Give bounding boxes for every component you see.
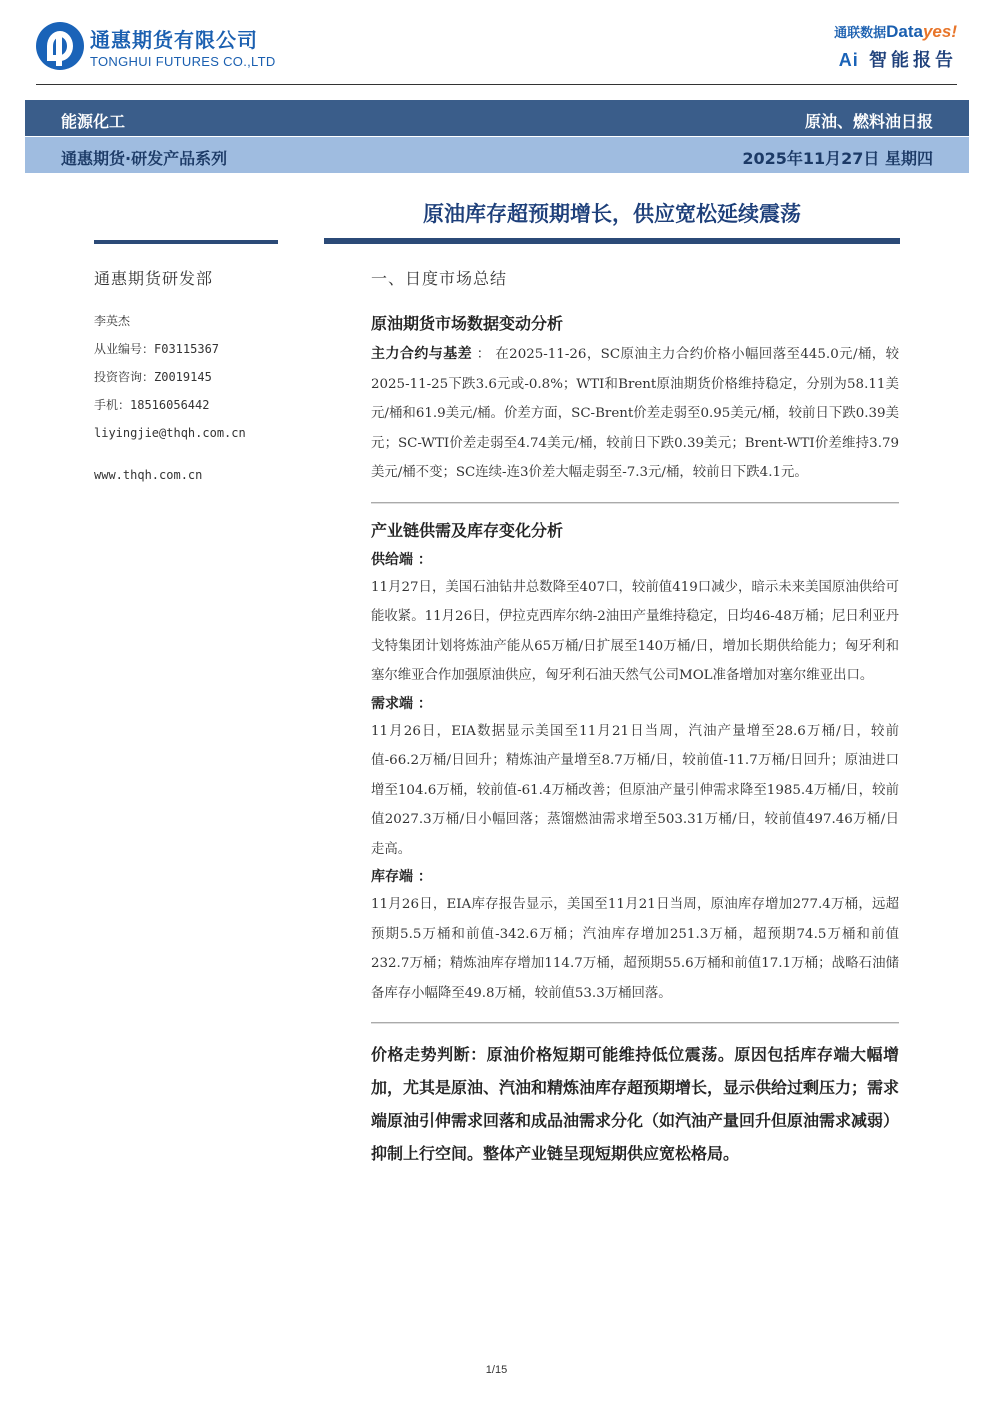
contract-text: ： 在2025-11-26，SC原油主力合约价格小幅回落至445.0元/桶，较2025-11-25下跌3.6元或-0.8%；WTI和Brent原油期货价格维持稳定，分别为58.11美元/桶和61.9美元/桶。价差方面，SC-Brent价差走弱至0.95美元/桶，较前日下跌0.39美元；SC-WTI价差走弱至4.74美元/桶，较前日下跌0.39美元；Brent-WTI价差维持3.79美元/桶不变；SC连续-连3价差大幅走弱至-7.3元/桶，较前日下跌4.1元。 <box>371 347 900 480</box>
section-divider <box>371 1022 899 1024</box>
brand-ai: Ai <box>838 50 859 70</box>
sidebar-title-rule <box>94 240 278 244</box>
brand-datayes <box>834 22 957 42</box>
analyst-sidebar <box>94 266 294 495</box>
brand-ai-report <box>834 46 957 72</box>
company-logo <box>36 22 276 70</box>
company-logo-icon <box>36 22 84 70</box>
company-name-en: TONGHUI FUTURES CO.,LTD <box>90 53 276 69</box>
report-content <box>371 266 899 1170</box>
price-judgement: 价格走势判断：原油价格短期可能维持低位震荡。原因包括库存端大幅增加，尤其是原油、汽油和精炼油库存超预期增长，显示供给过剩压力；需求端原油引伸需求回落和成品油需求分化（如汽油产量回升但原油需求减弱）抑制上行空间。整体产业链呈现短期供应宽松格局。 <box>371 1045 900 1163</box>
sector-label: 能源化工 <box>61 112 126 131</box>
contract-label: 主力合约与基差 <box>371 346 473 362</box>
contract-paragraph <box>371 340 899 488</box>
supply-label: 供给端 ： <box>371 551 432 568</box>
report-type-label: 原油、燃料油日报 <box>804 112 933 131</box>
report-date: 2025年11月27日 星期四 <box>742 149 933 168</box>
analyst-name: 李英杰 <box>94 314 131 328</box>
company-name-cn: 通惠期货有限公司 <box>90 27 258 52</box>
brand-prefix: 通联数据 <box>834 26 887 41</box>
series-label: 通惠期货·研发产品系列 <box>61 149 228 168</box>
supply-paragraph: 11月27日，美国石油钻井总数降至407口，较前值419口减少，暗示未来美国原油供给可能收紧。11月26日，伊拉克西库尔纳-2油田产量维持稳定，日均46-48万桶；尼日利亚丹戈特集团计划将炼油产能从65万桶/日扩展至140万桶/日，增加长期供给能力；匈牙利和塞尔维亚合作加强原油供应，匈牙利石油天然气公司MOL准备增加对塞尔维亚出口。 <box>371 579 899 683</box>
page-number: 1/15 <box>485 1364 508 1376</box>
section-heading: 一、日度市场总结 <box>371 269 508 288</box>
brand-yes: yes! <box>922 22 957 41</box>
section-divider <box>371 502 899 504</box>
license-number: 从业编号：F03115367 <box>94 342 220 356</box>
inventory-paragraph: 11月26日，EIA库存报告显示，美国至11月21日当周，原油库存增加277.4万桶，远超预期5.5万桶和前值-342.6万桶；汽油库存增加251.3万桶，超预期74.5万桶和前值232.7万桶；精炼油库存增加114.7万桶，超预期55.6万桶和前值17.1万桶；战略石油储备库存小幅降至49.8万桶，较前值53.3万桶回落。 <box>371 897 899 1001</box>
demand-label: 需求端 ： <box>371 695 432 712</box>
inventory-label: 库存端 ： <box>371 869 432 885</box>
page-title: 原油库存超预期增长，供应宽松延续震荡 <box>423 202 801 226</box>
department-name: 通惠期货研发部 <box>94 269 214 288</box>
content-title-rule <box>324 238 900 244</box>
demand-paragraph: 11月26日，EIA数据显示美国至11月21日当周，汽油产量增至28.6万桶/日，较前值-66.2万桶/日回升；精炼油产量增至8.7万桶/日，较前值-11.7万桶/日回升；原油进口增至104.6万桶，较前值-61.4万桶改善；但原油产量引伸需求降至1985.4万桶/日，较前值2027.3万桶/日小幅回落；蒸馏燃油需求增至503.31万桶/日，较前值497.46万桶/日走高。 <box>371 723 899 857</box>
chain-heading: 产业链供需及库存变化分析 <box>371 520 564 540</box>
category-band <box>25 100 969 136</box>
email-address[interactable]: liyingjie@thqh.com.cn <box>94 426 246 440</box>
series-band <box>25 137 969 173</box>
header-divider <box>36 84 957 85</box>
brand-block <box>834 22 957 72</box>
consult-number: 投资咨询：Z0019145 <box>94 370 212 384</box>
brand-data: Data <box>886 22 923 41</box>
brand-report: 智能报告 <box>869 50 957 71</box>
futures-heading: 原油期货市场数据变动分析 <box>371 314 564 333</box>
phone-number: 手机：18516056442 <box>94 398 210 412</box>
website-link[interactable]: www.thqh.com.cn <box>94 468 203 482</box>
